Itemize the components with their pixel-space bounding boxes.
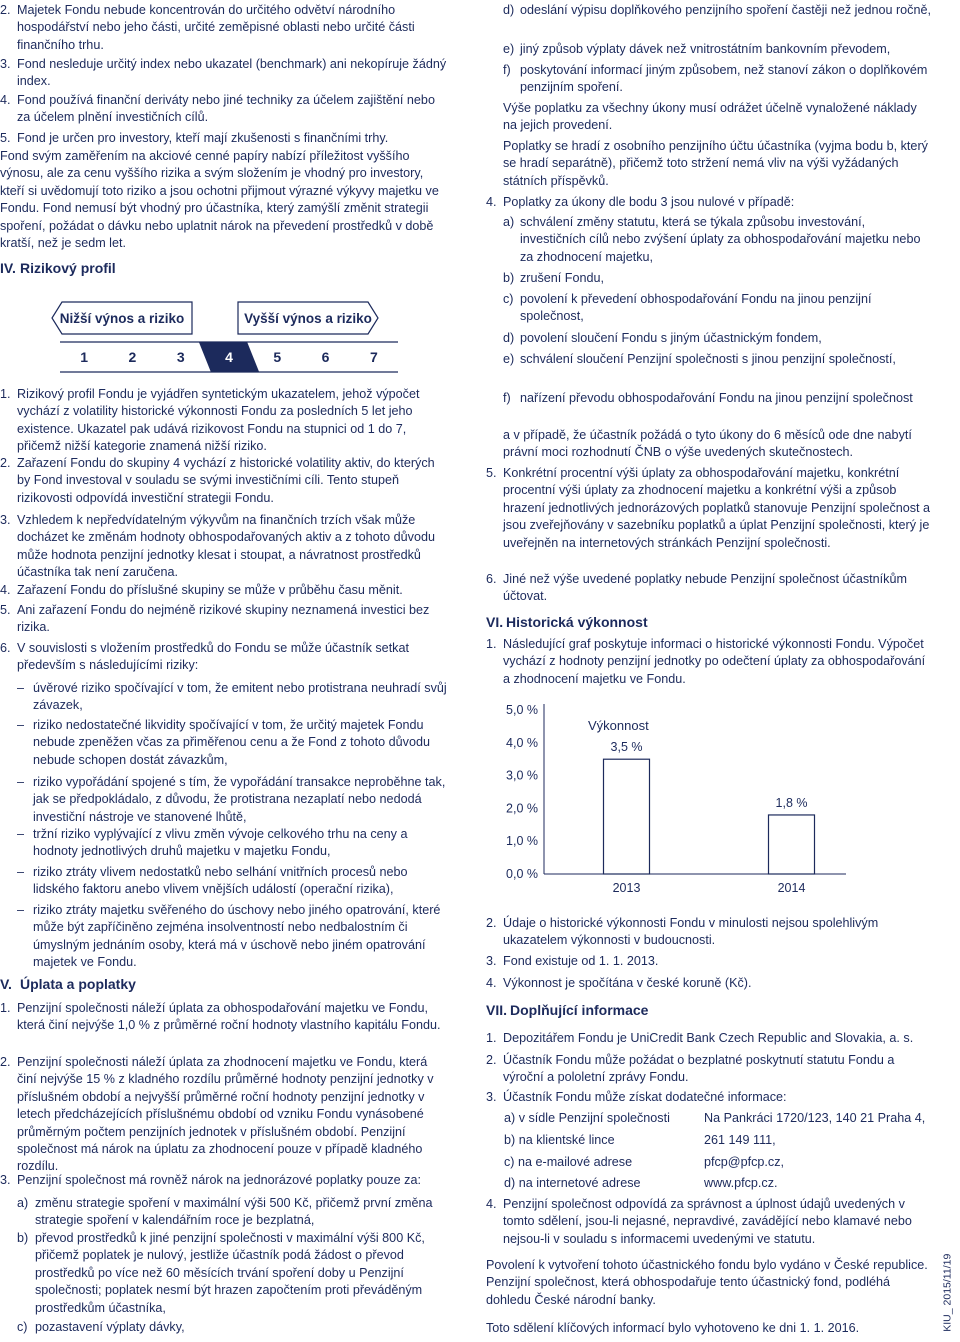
item-text: Vzhledem k nepředvídatelným výkyvům na finančních trzích však může docházet ke změnám hodnoty obhospodařovaných aktiv a z tohoto důvodu může hodnota penzijní jednotky klesat i stoupat, a návratnost prostředků účastníka tak není zaručena. xyxy=(17,513,435,580)
contact-channel: c) na e-mailové adrese xyxy=(504,1155,633,1169)
low-risk-label: Nižší výnos a riziko xyxy=(59,311,185,326)
x-tick-label: 2013 xyxy=(612,881,641,895)
heading-vii xyxy=(486,1002,648,1019)
sub-label: c) xyxy=(503,292,514,306)
risk-scale xyxy=(80,349,378,365)
item-text: Zařazení Fondu do skupiny 4 vychází z historické volatility aktiv, do kterých by Fond investoval v souladu se svými investičními cíli. Tento stupeň rizikovosti odpovídá investiční strategii Fondu. xyxy=(17,456,435,505)
bar-value-label: 3,5 % xyxy=(610,740,643,755)
y-tick-label: 1,0 % xyxy=(506,834,538,849)
performance-note xyxy=(486,915,934,950)
risk-level-4: 4 xyxy=(225,349,233,365)
sub-text: převod prostředků k jiné penzijní společnosti v maximální výši 800 Kč, přičemž poplatek je nulový, jestliže účastník podá žádost o převod prostředků po více než 60 měsících trvání spoření doby u Penzijní společnosti; poplatek nesmí být hrazen započtením proti převáděným prostředkům účastníka, xyxy=(35,1231,425,1315)
fee-payment-paragraph: Poplatky se hradí z osobního penzijního účtu účastníka (vyjma bodu b, který se hradí separátně), přičemž toto stržení nemá vliv na výši vyžádaných státních příspěvků. xyxy=(503,139,928,188)
item-text: Účastník Fondu může získat dodatečné informace: xyxy=(503,1090,787,1104)
item-text: V souvislosti s vložením prostředků do Fondu se může účastník setkat především s následujícími riziky: xyxy=(17,641,409,673)
item-number: 3. xyxy=(486,1090,497,1104)
risk-item xyxy=(0,512,448,582)
item-number: 4. xyxy=(486,1197,497,1211)
item-text: Rizikový profil Fondu je vyjádřen syntetickým ukazatelem, jehož výpočet vychází z volatility historické výkonnosti Fondu za posledních 5 let jeho existence. Ukazatel pak udává rizikovost Fondu na stupnici od 1 do 7, přičemž nižší kategorie znamená nižší riziko. xyxy=(17,387,420,454)
contact-value: Na Pankráci 1720/123, 140 21 Praha 4, xyxy=(704,1111,926,1125)
item-text: Penzijní společnosti náleží úplata za zhodnocení majetku ve Fondu, která činí nejvýše 15 % z kladného rozdílu průměrné hodnoty penzijní jednotky v příslušném období a nejvyšší průměrné roční hodnoty penzijní jednotky v letech předcházejících příslušnému období od vzniku Fondu vynásobené průměrným počtem penzijních jednotek v příslušném období. Penzijní společnost má nárok na úplatu za zhodnocení pouze v případě kladného rozdílu. xyxy=(17,1055,434,1174)
sub-label: f) xyxy=(503,391,511,405)
bar-value-label: 1,8 % xyxy=(775,795,808,810)
sub-label: f) xyxy=(503,63,511,77)
dash-text: riziko ztráty vlivem nedostatků nebo selhání vnitřních procesů nebo lidského faktoru anebo vlivem vnějších událostí (operační rizika), xyxy=(33,865,408,897)
dash-text: riziko vypořádání spojené s tím, že vypořádání transakce neproběhne tak, jak se předpokládalo, z důvodu, že protistrana nezaplatí nebo nedodá investiční nástroje ve stanovené lhůtě, xyxy=(33,775,446,824)
item-text: Jiné než výše uvedené poplatky nebude Penzijní společnost účastníkům účtovat. xyxy=(503,572,907,604)
fee-item xyxy=(486,465,934,552)
dash-text: úvěrové riziko spočívající v tom, že emitent nebo protistrana neuhradí svůj závazek, xyxy=(33,681,447,713)
item-4-zero-fees xyxy=(486,194,934,211)
sub-label: e) xyxy=(503,42,515,56)
document-code-text: KIU_ 2015/11/19 xyxy=(941,1253,954,1332)
fee-amount-paragraph: Výše poplatku za všechny úkony musí odrážet účelně vynaložené náklady na jejich provedení. xyxy=(503,101,917,133)
fee-item xyxy=(486,571,934,606)
list-item xyxy=(0,130,448,147)
date-footer: Toto sdělení klíčových informací bylo vyhotoveno ke dni 1. 1. 2016. xyxy=(486,1321,860,1335)
dash-text: riziko ztráty majetku svěřeného do úschovy nebo jiného opatrování, které může být zapříčiněno zejména insolventností nebo nedbalostním či úmyslným jednáním osoby, která má v úschově nebo jiném opatrování majetek ve Fondu. xyxy=(33,903,441,970)
item-number: 2. xyxy=(486,1053,497,1067)
heading-iv xyxy=(0,260,116,277)
info-item xyxy=(486,1052,934,1087)
sub-text: schválení změny statutu, která se týkala způsobu investování, investičních cílů nebo zvýšení úplaty za obhospodařování majetku nebo za zhodnocení majetku, xyxy=(520,215,921,264)
six-months-paragraph: a v případě, že účastník požádá o tyto úkony do 6 měsíců ode dne nabytí právní moci rozhodnutí ČNB o výše uvedených skutečnostech. xyxy=(503,428,912,460)
contact-value: pfcp@pfcp.cz, xyxy=(704,1155,784,1169)
performance-chart-svg xyxy=(486,694,846,904)
risk-level-7: 7 xyxy=(369,349,378,365)
y-tick-label: 5,0 % xyxy=(506,703,538,717)
risk-level-2: 2 xyxy=(128,349,137,365)
item-vi-1 xyxy=(486,636,934,688)
item-number: 4. xyxy=(0,583,11,597)
item-text: Účastník Fondu může požádat o bezplatné poskytnutí statutu Fondu a výroční a pololetní zprávy Fondu. xyxy=(503,1053,895,1085)
authorization-footer: Povolení k vytvoření tohoto účastnického fondu bylo vydáno v České republice. Penzijní společnost, která obhospodařuje tento účastnický fond, podléhá dohledu České národní banky. xyxy=(486,1258,928,1307)
item-vii-4 xyxy=(486,1196,934,1248)
item-number: 1. xyxy=(0,1001,11,1015)
item-text: Fond existuje od 1. 1. 2013. xyxy=(503,954,659,968)
heading-vi-title: Historická výkonnost xyxy=(506,614,648,630)
item-number: 1. xyxy=(486,1031,497,1045)
item-number: 1. xyxy=(486,637,497,651)
item-text: Fond používá finanční deriváty nebo jiné techniky za účelem zajištění nebo za účelem plnění investičních cílů. xyxy=(17,93,435,125)
item-number: 1. xyxy=(0,387,11,401)
item-text: Depozitářem Fondu je UniCredit Bank Czech Republic and Slovakia, a. s. xyxy=(503,1031,914,1045)
y-tick-label: 4,0 % xyxy=(506,735,538,750)
dash-bullet: – xyxy=(17,827,25,841)
item-text: Majetek Fondu nebude koncentrován do určitého odvětví národního hospodářství nebo jeho části, určité zeměpisné oblasti nebo určité části finančního trhu. xyxy=(17,3,415,52)
heading-iv-title: Rizikový profil xyxy=(20,260,116,276)
item-number: 2. xyxy=(0,1055,11,1069)
heading-v xyxy=(0,976,136,993)
item-number: 2. xyxy=(486,916,497,930)
x-tick-label: 2014 xyxy=(777,881,806,895)
item-text: Zařazení Fondu do příslušné skupiny se může v průběhu času měnit. xyxy=(17,583,403,597)
sub-text: povolení k převedení obhospodařování Fondu na jinou penzijní společnost, xyxy=(520,292,872,324)
sub-text: pozastavení výplaty dávky, xyxy=(35,1320,185,1334)
dash-text: riziko nedostatečné likvidity spočívající v tom, že určitý majetek Fondu nebude zpeněžen včas za přiměřenou cenu a že Fond z tohoto důvodu nebude schopen dostát závazkům, xyxy=(33,718,430,767)
fond-paragraph: Fond svým zaměřením na akciové cenné papíry nabízí příležitost vyššího výnosu, ale za cenu vyššího rizika a svým složením je vhodný pro investory, kteří si uvědomují toto riziko a jsou ochotni přijmout výrazné výkyvy majetku ve Fondu. Fond nemusí být vhodný pro účastníka, který zamýšlí změnit strategii spoření, požádat o dávku nebo uplatnit nárok na převedení prostředků v době kratší, než je sedm let. xyxy=(0,149,439,251)
item-text: Konkrétní procentní výši úplaty za obhospodařování majetku, konkrétní procentní výši úplaty za zhodnocení majetku a konkrétní výši a způsob hrazení jednotlivých jednorázových poplatků stanovuje Penzijní společnost a jsou zveřejňovány v sazebníku poplatků a úplat Penzijní společnosti, který je uveřejněn na internetových stránkách Penzijní společnosti. xyxy=(503,466,931,550)
item-number: 3. xyxy=(486,954,497,968)
sub-text: poskytování informací jiným způsobem, než stanoví zákon o doplňkovém penzijním spoření. xyxy=(520,63,928,95)
sub-label: c) xyxy=(17,1320,28,1334)
sub-label: b) xyxy=(503,271,515,285)
risk-item xyxy=(0,455,448,507)
contact-channel: b) na klientské lince xyxy=(504,1133,615,1147)
dash-bullet: – xyxy=(17,681,25,695)
dash-bullet: – xyxy=(17,903,25,917)
item-text: Údaje o historické výkonnosti Fondu v minulosti nejsou spolehlivým ukazatelem výkonnosti v budoucnosti. xyxy=(503,916,879,948)
item-number: 5. xyxy=(486,466,497,480)
performance-chart xyxy=(486,694,846,904)
item-text: Ani zařazení Fondu do nejméně rizikové skupiny neznamená investici bez rizika. xyxy=(17,603,430,635)
item-text: Penzijní společnost odpovídá za správnost a úplnost údajů uvedených v tomto sdělení, jsou-li nejasné, nepravdivé, zavádějící nebo klamavé nebo nejsou-li v souladu s informacemi uvedenými ve statutu. xyxy=(503,1197,912,1246)
sub-label: b) xyxy=(17,1231,29,1245)
high-risk-label: Vyšší výnos a riziko xyxy=(244,311,372,326)
dash-bullet: – xyxy=(17,865,25,879)
item-number: 3. xyxy=(0,1173,11,1187)
risk-item xyxy=(0,386,448,456)
contact-channel: a) v sídle Penzijní společnosti xyxy=(504,1111,670,1125)
sub-label: d) xyxy=(503,3,515,17)
item-text: Výkonnost je spočítána v české koruně (Kč). xyxy=(503,976,752,990)
risk-level-3: 3 xyxy=(176,349,185,365)
heading-vii-num: VII. xyxy=(486,1002,508,1018)
item-number: 4. xyxy=(486,195,497,209)
bar-2013 xyxy=(604,759,650,874)
legend-label: Výkonnost xyxy=(588,718,649,733)
dash-bullet: – xyxy=(17,718,25,732)
heading-iv-num: IV. xyxy=(0,260,16,276)
sub-text: změnu strategie spoření v maximální výši 500 Kč, přičemž první změna strategie spoření v kalendářním roce je bezplatná, xyxy=(35,1196,433,1228)
heading-v-title: Úplata a poplatky xyxy=(20,976,136,992)
risk-level-1: 1 xyxy=(80,349,89,365)
heading-vi-num: VI. xyxy=(486,614,504,630)
performance-note xyxy=(486,953,934,970)
risk-item xyxy=(0,602,448,637)
risk-level-5: 5 xyxy=(273,349,282,365)
list-item xyxy=(0,56,448,91)
sub-text: odeslání výpisu doplňkového penzijního spoření častěji než jednou ročně, xyxy=(520,3,931,17)
item-text: Penzijní společnost má rovněž nárok na jednorázové poplatky pouze za: xyxy=(17,1173,421,1187)
item-number: 6. xyxy=(486,572,497,586)
item-text: Fond je určen pro investory, kteří mají zkušenosti s finančními trhy. xyxy=(17,131,389,145)
item-number: 6. xyxy=(0,641,11,655)
info-item xyxy=(486,1089,934,1106)
risk-item xyxy=(0,640,448,675)
contact-channel: d) na internetové adrese xyxy=(504,1176,641,1190)
bar-2014 xyxy=(769,815,815,874)
fee-item xyxy=(0,1054,448,1176)
sub-label: d) xyxy=(503,331,515,345)
y-tick-label: 3,0 % xyxy=(506,768,538,783)
heading-vi xyxy=(486,614,648,631)
item-number: 2. xyxy=(0,3,11,17)
item-text: Poplatky za úkony dle bodu 3 jsou nulové v případě: xyxy=(503,195,795,209)
item-number: 5. xyxy=(0,131,11,145)
dash-text: tržní riziko vyplývající z vlivu změn vývoje celkového trhu na ceny a hodnoty jednotlivých druhů majetku v majetku Fondu, xyxy=(33,827,408,859)
item-number: 4. xyxy=(0,93,11,107)
contact-value: www.pfcp.cz. xyxy=(704,1176,778,1190)
heading-vii-title: Doplňující informace xyxy=(510,1002,649,1018)
list-item xyxy=(0,92,448,127)
sub-label: a) xyxy=(17,1196,29,1210)
fee-item xyxy=(0,1172,448,1189)
item-text: Fond nesleduje určitý index nebo ukazatel (benchmark) ani nekopíruje žádný index. xyxy=(17,57,447,89)
info-item xyxy=(486,1030,934,1047)
item-text: Následující graf poskytuje informaci o historické výkonnosti Fondu. Výpočet vychází z hodnoty penzijní jednotky po odečtení úplaty za obhospodařování a zhodnocení majetku ve Fondu. xyxy=(503,637,926,686)
item-number: 3. xyxy=(0,513,11,527)
contact-value: 261 149 111, xyxy=(704,1133,776,1147)
item-number: 2. xyxy=(0,456,11,470)
list-item xyxy=(0,2,448,54)
y-tick-label: 2,0 % xyxy=(506,801,538,816)
sub-label: e) xyxy=(503,352,515,366)
item-text: Penzijní společnosti náleží úplata za obhospodařování majetku ve Fondu, která činí nejvýše 1,0 % z průměrné roční hodnoty vlastního kapitálu Fondu. xyxy=(17,1001,441,1033)
sub-text: jiný způsob výplaty dávek než vnitrostátním bankovním převodem, xyxy=(520,42,891,56)
item-number: 3. xyxy=(0,57,11,71)
sub-text: schválení sloučení Penzijní společnosti s jinou penzijní společností, xyxy=(520,352,896,366)
dash-bullet: – xyxy=(17,775,25,789)
sub-text: povolení sloučení Fondu s jiným účastnickým fondem, xyxy=(520,331,822,345)
sub-text: nařízení převodu obhospodařování Fondu na jinou penzijní společnost xyxy=(520,391,913,405)
risk-item xyxy=(0,582,448,599)
y-tick-label: 0,0 % xyxy=(506,867,538,881)
risk-profile-widget xyxy=(40,296,420,376)
fee-item xyxy=(0,1000,448,1035)
sub-label: a) xyxy=(503,215,515,229)
risk-level-6: 6 xyxy=(321,349,330,365)
item-number: 5. xyxy=(0,603,11,617)
performance-note xyxy=(486,975,934,992)
risk-profile-graphic xyxy=(40,296,420,376)
sub-text: zrušení Fondu, xyxy=(520,271,605,285)
heading-v-num: V. xyxy=(0,976,12,992)
item-number: 4. xyxy=(486,976,497,990)
document-code xyxy=(928,1248,960,1340)
